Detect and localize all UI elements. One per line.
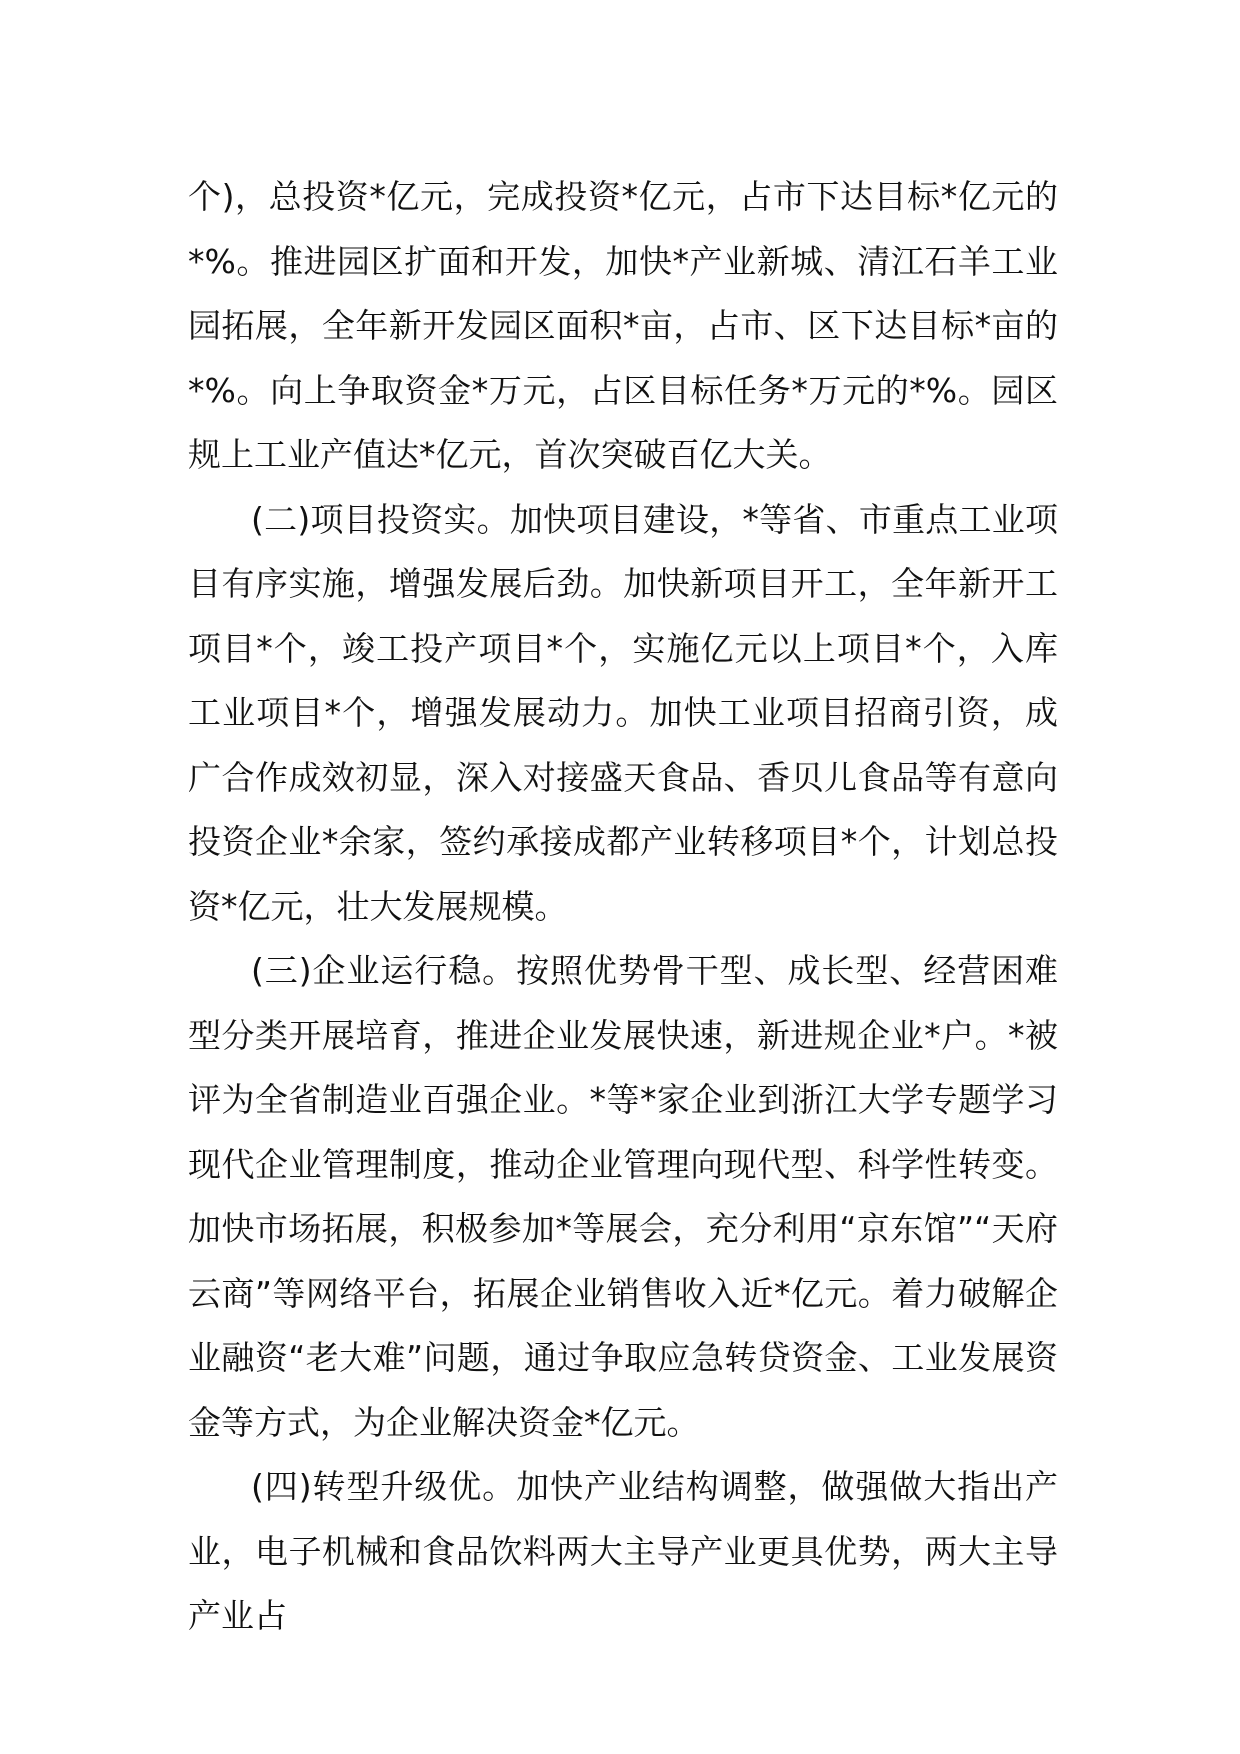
paragraph-project-investment: (二)项目投资实。加快项目建设，*等省、市重点工业项目有序实施，增强发展后劲。加快新项目开工，全年新开工项目*个，竣工投产项目*个，实施亿元以上项目*个，入库工业项目*个，增强发展动力。加快工业项目招商引资，成广合作成效初显，深入对接盛天食品、香贝儿食品等有意向投资企业*余家，签约承接成都产业转移项目*个，计划总投资*亿元，壮大发展规模。 <box>188 499 1058 926</box>
paragraph-transformation-upgrade: (四)转型升级优。加快产业结构调整，做强做大指出产业，电子机械和食品饮料两大主导产业更具优势，两大主导产业占 <box>188 1467 1058 1635</box>
paragraph-enterprise-operation: (三)企业运行稳。按照优势骨干型、成长型、经营困难型分类开展培育，推进企业发展快速，新进规企业*户。*被评为全省制造业百强企业。*等*家企业到浙江大学专题学习现代企业管理制度，推动企业管理向现代型、科学性转变。加快市场拓展，积极参加*等展会，充分利用“京东馆”“天府云商”等网络平台，拓展企业销售收入近*亿元。着力破解企业融资“老大难”问题，通过争取应急转贷资金、工业发展资金等方式，为企业解决资金*亿元。 <box>188 951 1058 1442</box>
document-body <box>188 165 1058 1649</box>
paragraph-park-investment: 个)，总投资*亿元，完成投资*亿元，占市下达目标*亿元的*%。推进园区扩面和开发，加快*产业新城、清江石羊工业园拓展，全年新开发园区面积*亩，占市、区下达目标*亩的*%。向上争取资金*万元，占区目标任务*万元的*%。园区规上工业产值达*亿元，首次突破百亿大关。 <box>188 177 1058 474</box>
